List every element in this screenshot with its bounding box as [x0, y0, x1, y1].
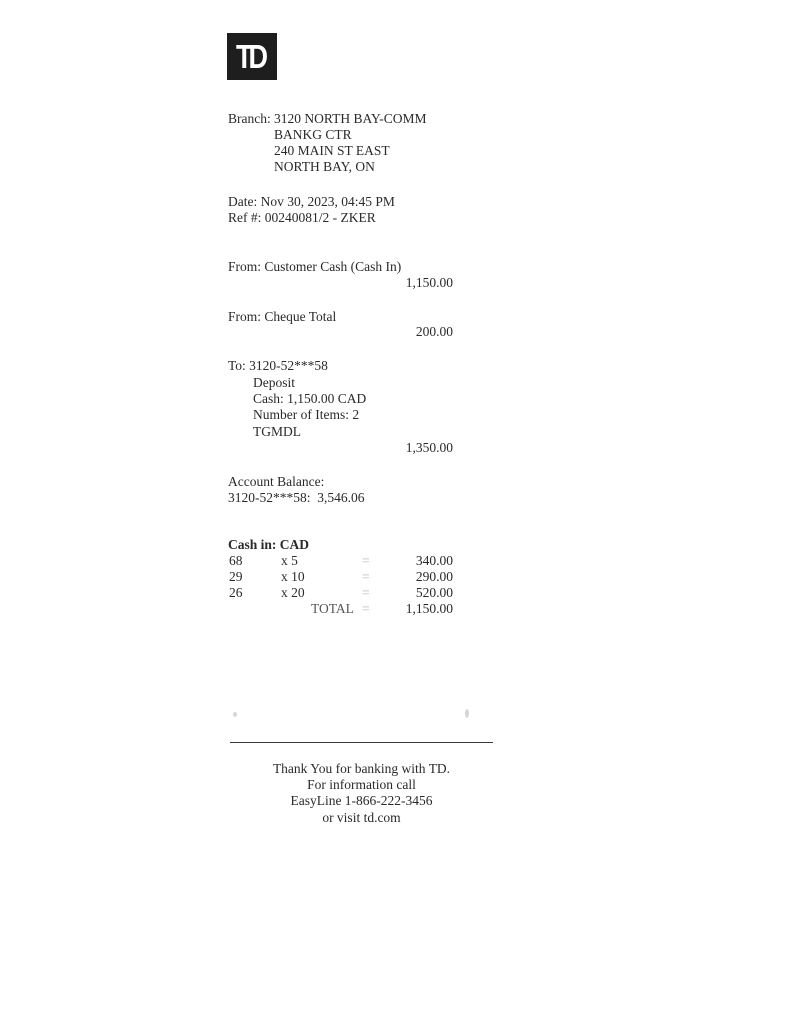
to-detail-deposit: Deposit — [253, 375, 295, 390]
reference-number: Ref #: 00240081/2 - ZKER — [228, 210, 376, 225]
cash-total-label: TOTAL — [311, 601, 354, 616]
cash-total-amount: 1,150.00 — [405, 601, 453, 616]
from-cash-label: From: Customer Cash (Cash In) — [228, 259, 402, 274]
td-logo-text: TD — [236, 38, 264, 75]
branch-line-1: 3120 NORTH BAY-COMM — [274, 111, 427, 126]
cash-row-2-amount: 290.00 — [415, 569, 453, 584]
cash-row-1-amount: 340.00 — [415, 553, 453, 568]
cash-row-1-denom: x 5 — [281, 553, 298, 568]
to-detail-cash: Cash: 1,150.00 CAD — [253, 391, 367, 406]
cash-total-equals: = — [362, 601, 370, 616]
footer-website: or visit td.com — [322, 810, 401, 825]
from-cash-amount: 1,150.00 — [405, 275, 453, 290]
cash-row-3-equals: = — [362, 585, 370, 600]
scan-speck — [465, 709, 469, 718]
cash-row-2-denom: x 10 — [281, 569, 305, 584]
cash-row-1-equals: = — [362, 553, 370, 568]
to-account: To: 3120-52***58 — [228, 358, 328, 373]
footer-info: For information call — [307, 777, 416, 792]
divider-line — [230, 742, 493, 743]
branch-label: Branch: — [228, 111, 271, 126]
cash-in-title: Cash in: CAD — [228, 537, 310, 552]
balance-label: Account Balance: — [228, 474, 325, 489]
footer-phone: EasyLine 1-866-222-3456 — [290, 793, 433, 808]
cash-row-2-equals: = — [362, 569, 370, 584]
cash-row-3-amount: 520.00 — [415, 585, 453, 600]
to-detail-items: Number of Items: 2 — [253, 407, 360, 422]
cash-row-3-denom: x 20 — [281, 585, 305, 600]
branch-line-3: 240 MAIN ST EAST — [274, 143, 390, 158]
branch-line-4: NORTH BAY, ON — [274, 159, 375, 174]
cash-row-1-count: 68 — [229, 553, 243, 568]
to-amount: 1,350.00 — [405, 440, 453, 455]
cash-row-2-count: 29 — [229, 569, 243, 584]
transaction-date: Date: Nov 30, 2023, 04:45 PM — [228, 194, 395, 209]
from-cheque-amount: 200.00 — [415, 324, 453, 339]
footer-thanks: Thank You for banking with TD. — [272, 761, 451, 776]
scan-speck — [233, 712, 237, 717]
from-cheque-label: From: Cheque Total — [228, 309, 337, 324]
cash-row-3-count: 26 — [229, 585, 243, 600]
balance-value: 3120-52***58: 3,546.06 — [228, 490, 365, 505]
branch-line-2: BANKG CTR — [274, 127, 352, 142]
td-logo — [227, 33, 277, 80]
to-detail-code: TGMDL — [253, 424, 301, 439]
